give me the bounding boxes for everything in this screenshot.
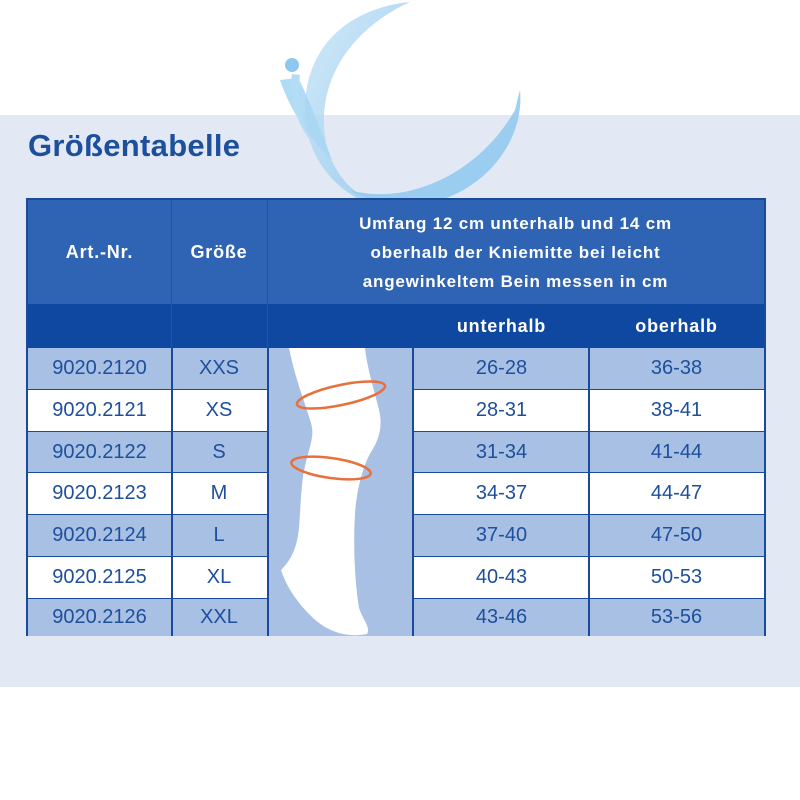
- size-table: [26, 198, 766, 636]
- column-divider: [588, 348, 590, 636]
- oberhalb-cell: 44-47: [650, 482, 703, 505]
- size-cell: L: [213, 524, 225, 547]
- column-divider: [267, 348, 269, 636]
- unterhalb-cell: 37-40: [475, 524, 528, 547]
- header-oberhalb: oberhalb: [635, 315, 718, 336]
- leg-shape: [281, 348, 381, 635]
- size-cell: XL: [206, 565, 232, 588]
- art-nr-cell: 9020.2121: [52, 399, 147, 422]
- leg-illustration-column: [267, 348, 412, 636]
- size-cell: XS: [205, 399, 233, 422]
- header-art-nr: Art.-Nr.: [65, 241, 134, 262]
- header-groesse: Größe: [190, 241, 248, 262]
- size-cell: M: [210, 482, 228, 505]
- unterhalb-cell: 43-46: [475, 605, 528, 628]
- header-unterhalb: unterhalb: [456, 315, 547, 336]
- art-nr-cell: 9020.2126: [52, 605, 147, 628]
- header-umfang: Umfang 12 cm unterhalb und 14 cm oberhalb der Kniemitte bei leicht angewinkeltem Bein messen in cm: [359, 213, 672, 291]
- unterhalb-cell: 28-31: [475, 399, 528, 422]
- unterhalb-cell: 31-34: [475, 440, 528, 463]
- oberhalb-cell: 36-38: [650, 357, 703, 380]
- size-cell: XXL: [200, 605, 238, 628]
- swoosh-figure-logo: [270, 0, 530, 225]
- oberhalb-cell: 38-41: [650, 399, 703, 422]
- column-divider: [171, 348, 173, 636]
- unterhalb-cell: 40-43: [475, 565, 528, 588]
- oberhalb-cell: 41-44: [650, 440, 703, 463]
- page-title: Größentabelle: [28, 128, 241, 163]
- art-nr-cell: 9020.2120: [52, 357, 147, 380]
- art-nr-cell: 9020.2125: [52, 565, 147, 588]
- art-nr-cell: 9020.2123: [52, 482, 147, 505]
- size-cell: S: [212, 440, 226, 463]
- art-nr-cell: 9020.2122: [52, 440, 147, 463]
- oberhalb-cell: 50-53: [650, 565, 703, 588]
- oberhalb-cell: 47-50: [650, 524, 703, 547]
- art-nr-cell: 9020.2124: [52, 524, 147, 547]
- unterhalb-cell: 26-28: [475, 357, 528, 380]
- oberhalb-cell: 53-56: [650, 605, 703, 628]
- size-cell: XXS: [198, 357, 240, 380]
- unterhalb-cell: 34-37: [475, 482, 528, 505]
- header-divider: [267, 200, 268, 348]
- column-divider: [412, 348, 414, 636]
- leg-measurement-illustration: [267, 348, 412, 636]
